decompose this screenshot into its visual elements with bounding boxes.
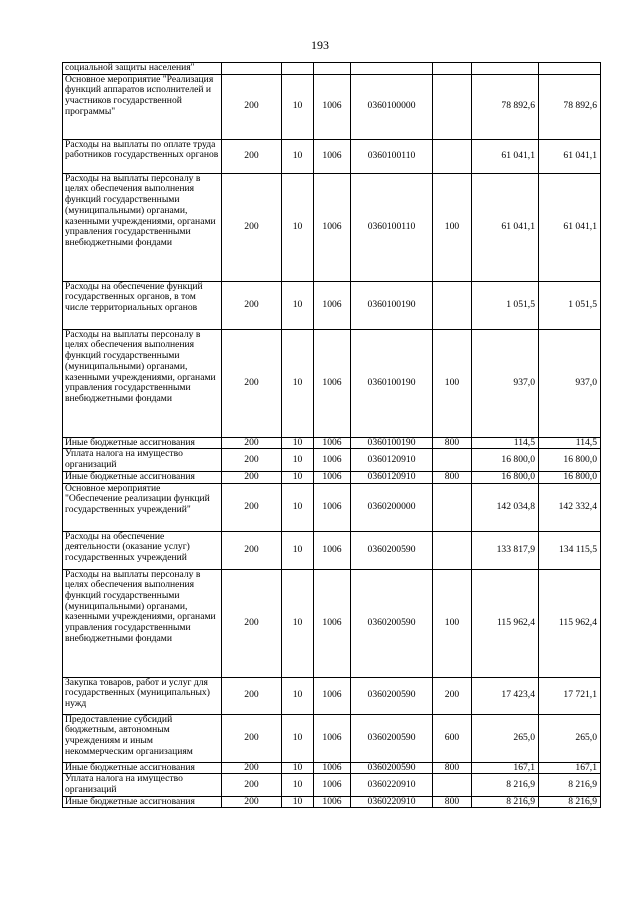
table-row — [63, 714, 601, 762]
section-code: 10 — [282, 471, 314, 483]
ministry-code: 200 — [222, 531, 282, 569]
target-article-code: 0360100190 — [351, 281, 433, 329]
section-code: 10 — [282, 531, 314, 569]
expense-name: Уплата налога на имущество организаций — [63, 774, 222, 796]
section-code: 10 — [282, 437, 314, 449]
section-code: 10 — [282, 74, 314, 139]
section-code: 10 — [282, 714, 314, 762]
table-row — [63, 762, 601, 774]
expense-name: Основное мероприятие "Обеспечение реализации функций государственных учреждений" — [63, 483, 222, 531]
amount-year-2: 16 800,0 — [539, 471, 601, 483]
expense-type-code: 200 — [433, 677, 472, 714]
target-article-code: 0360200590 — [351, 762, 433, 774]
subsection-code: 1006 — [314, 677, 351, 714]
target-article-code: 0360220910 — [351, 796, 433, 808]
amount-year-1: 8 216,9 — [472, 774, 539, 796]
ministry-code: 200 — [222, 74, 282, 139]
subsection-code — [314, 63, 351, 75]
target-article-code: 0360200590 — [351, 531, 433, 569]
expense-type-code: 800 — [433, 471, 472, 483]
expense-name: Иные бюджетные ассигнования — [63, 437, 222, 449]
target-article-code — [351, 63, 433, 75]
amount-year-1: 78 892,6 — [472, 74, 539, 139]
ministry-code: 200 — [222, 449, 282, 471]
subsection-code: 1006 — [314, 483, 351, 531]
table-row — [63, 796, 601, 808]
amount-year-2: 265,0 — [539, 714, 601, 762]
expense-name: Предоставление субсидий бюджетным, автономным учреждениям и иным некоммерческим организациям — [63, 714, 222, 762]
subsection-code: 1006 — [314, 437, 351, 449]
expense-name: Расходы на выплаты персоналу в целях обеспечения выполнения функций государственными (муниципальными) органами, казенными учреждениями, органами управления государственными внебюджетными фондами — [63, 173, 222, 281]
ministry-code: 200 — [222, 281, 282, 329]
section-code: 10 — [282, 569, 314, 677]
expense-type-code — [433, 774, 472, 796]
table-row — [63, 74, 601, 139]
target-article-code: 0360100000 — [351, 74, 433, 139]
table-row — [63, 483, 601, 531]
amount-year-2: 937,0 — [539, 329, 601, 437]
table-row — [63, 437, 601, 449]
ministry-code: 200 — [222, 437, 282, 449]
table-row — [63, 139, 601, 173]
target-article-code: 0360200590 — [351, 569, 433, 677]
ministry-code — [222, 63, 282, 75]
target-article-code: 0360120910 — [351, 449, 433, 471]
table-row — [63, 677, 601, 714]
amount-year-1: 115 962,4 — [472, 569, 539, 677]
table-row — [63, 569, 601, 677]
expense-name: Иные бюджетные ассигнования — [63, 762, 222, 774]
table-row — [63, 449, 601, 471]
ministry-code: 200 — [222, 677, 282, 714]
section-code: 10 — [282, 449, 314, 471]
amount-year-2: 134 115,5 — [539, 531, 601, 569]
amount-year-2: 78 892,6 — [539, 74, 601, 139]
amount-year-2: 142 332,4 — [539, 483, 601, 531]
subsection-code: 1006 — [314, 531, 351, 569]
target-article-code: 0360100110 — [351, 173, 433, 281]
budget-table — [62, 62, 601, 808]
section-code: 10 — [282, 329, 314, 437]
expense-type-code — [433, 281, 472, 329]
table-row — [63, 471, 601, 483]
ministry-code: 200 — [222, 483, 282, 531]
ministry-code: 200 — [222, 762, 282, 774]
target-article-code: 0360100110 — [351, 139, 433, 173]
amount-year-2: 167,1 — [539, 762, 601, 774]
amount-year-2: 61 041,1 — [539, 139, 601, 173]
expense-type-code — [433, 139, 472, 173]
subsection-code: 1006 — [314, 329, 351, 437]
section-code: 10 — [282, 483, 314, 531]
expense-name: Расходы на выплаты персоналу в целях обеспечения выполнения функций государственными (муниципальными) органами, казенными учреждениями, органами управления государственными внебюджетными фондами — [63, 329, 222, 437]
expense-type-code: 100 — [433, 173, 472, 281]
ministry-code: 200 — [222, 569, 282, 677]
expense-type-code — [433, 531, 472, 569]
expense-type-code — [433, 483, 472, 531]
expense-name: Закупка товаров, работ и услуг для государственных (муниципальных) нужд — [63, 677, 222, 714]
section-code: 10 — [282, 677, 314, 714]
subsection-code: 1006 — [314, 796, 351, 808]
target-article-code: 0360100190 — [351, 329, 433, 437]
section-code: 10 — [282, 762, 314, 774]
expense-name: Расходы на выплаты по оплате труда работников государственных органов — [63, 139, 222, 173]
section-code: 10 — [282, 139, 314, 173]
ministry-code: 200 — [222, 139, 282, 173]
amount-year-1 — [472, 63, 539, 75]
ministry-code: 200 — [222, 471, 282, 483]
subsection-code: 1006 — [314, 74, 351, 139]
expense-name: Расходы на обеспечение функций государственных органов, в том числе территориальных органов — [63, 281, 222, 329]
subsection-code: 1006 — [314, 449, 351, 471]
table-row — [63, 329, 601, 437]
subsection-code: 1006 — [314, 762, 351, 774]
expense-name: Иные бюджетные ассигнования — [63, 796, 222, 808]
amount-year-1: 8 216,9 — [472, 796, 539, 808]
expense-type-code: 800 — [433, 762, 472, 774]
amount-year-1: 142 034,8 — [472, 483, 539, 531]
section-code: 10 — [282, 774, 314, 796]
expense-type-code: 800 — [433, 437, 472, 449]
amount-year-2: 8 216,9 — [539, 796, 601, 808]
subsection-code: 1006 — [314, 281, 351, 329]
subsection-code: 1006 — [314, 774, 351, 796]
amount-year-1: 1 051,5 — [472, 281, 539, 329]
amount-year-1: 114,5 — [472, 437, 539, 449]
expense-name: Иные бюджетные ассигнования — [63, 471, 222, 483]
target-article-code: 0360220910 — [351, 774, 433, 796]
expense-type-code — [433, 449, 472, 471]
expense-name: Уплата налога на имущество организаций — [63, 449, 222, 471]
subsection-code: 1006 — [314, 139, 351, 173]
amount-year-2: 8 216,9 — [539, 774, 601, 796]
expense-name: Основное мероприятие "Реализация функций аппаратов исполнителей и участников государственной программы" — [63, 74, 222, 139]
subsection-code: 1006 — [314, 569, 351, 677]
amount-year-1: 16 800,0 — [472, 471, 539, 483]
amount-year-2: 61 041,1 — [539, 173, 601, 281]
expense-name: социальной защиты населения" — [63, 63, 222, 75]
table-row — [63, 173, 601, 281]
ministry-code: 200 — [222, 173, 282, 281]
ministry-code: 200 — [222, 329, 282, 437]
expense-name: Расходы на выплаты персоналу в целях обеспечения выполнения функций государственными (муниципальными) органами, казенными учреждениями, органами управления государственными внебюджетными фондами — [63, 569, 222, 677]
ministry-code: 200 — [222, 796, 282, 808]
subsection-code: 1006 — [314, 173, 351, 281]
section-code — [282, 63, 314, 75]
amount-year-2 — [539, 63, 601, 75]
amount-year-2: 17 721,1 — [539, 677, 601, 714]
amount-year-2: 114,5 — [539, 437, 601, 449]
target-article-code: 0360100190 — [351, 437, 433, 449]
expense-type-code: 100 — [433, 569, 472, 677]
section-code: 10 — [282, 796, 314, 808]
expense-type-code: 600 — [433, 714, 472, 762]
amount-year-1: 133 817,9 — [472, 531, 539, 569]
expense-name: Расходы на обеспечение деятельности (оказание услуг) государственных учреждений — [63, 531, 222, 569]
amount-year-2: 16 800,0 — [539, 449, 601, 471]
amount-year-1: 937,0 — [472, 329, 539, 437]
expense-type-code — [433, 63, 472, 75]
target-article-code: 0360120910 — [351, 471, 433, 483]
expense-type-code: 100 — [433, 329, 472, 437]
ministry-code: 200 — [222, 774, 282, 796]
target-article-code: 0360200000 — [351, 483, 433, 531]
ministry-code: 200 — [222, 714, 282, 762]
table-row — [63, 774, 601, 796]
table-row — [63, 531, 601, 569]
amount-year-2: 1 051,5 — [539, 281, 601, 329]
target-article-code: 0360200590 — [351, 677, 433, 714]
amount-year-1: 265,0 — [472, 714, 539, 762]
amount-year-1: 17 423,4 — [472, 677, 539, 714]
table-row — [63, 281, 601, 329]
amount-year-1: 16 800,0 — [472, 449, 539, 471]
subsection-code: 1006 — [314, 714, 351, 762]
page-number: 193 — [311, 38, 329, 52]
target-article-code: 0360200590 — [351, 714, 433, 762]
section-code: 10 — [282, 173, 314, 281]
subsection-code: 1006 — [314, 471, 351, 483]
expense-type-code: 800 — [433, 796, 472, 808]
table-row — [63, 63, 601, 75]
amount-year-1: 61 041,1 — [472, 173, 539, 281]
amount-year-1: 167,1 — [472, 762, 539, 774]
expense-type-code — [433, 74, 472, 139]
amount-year-2: 115 962,4 — [539, 569, 601, 677]
amount-year-1: 61 041,1 — [472, 139, 539, 173]
section-code: 10 — [282, 281, 314, 329]
